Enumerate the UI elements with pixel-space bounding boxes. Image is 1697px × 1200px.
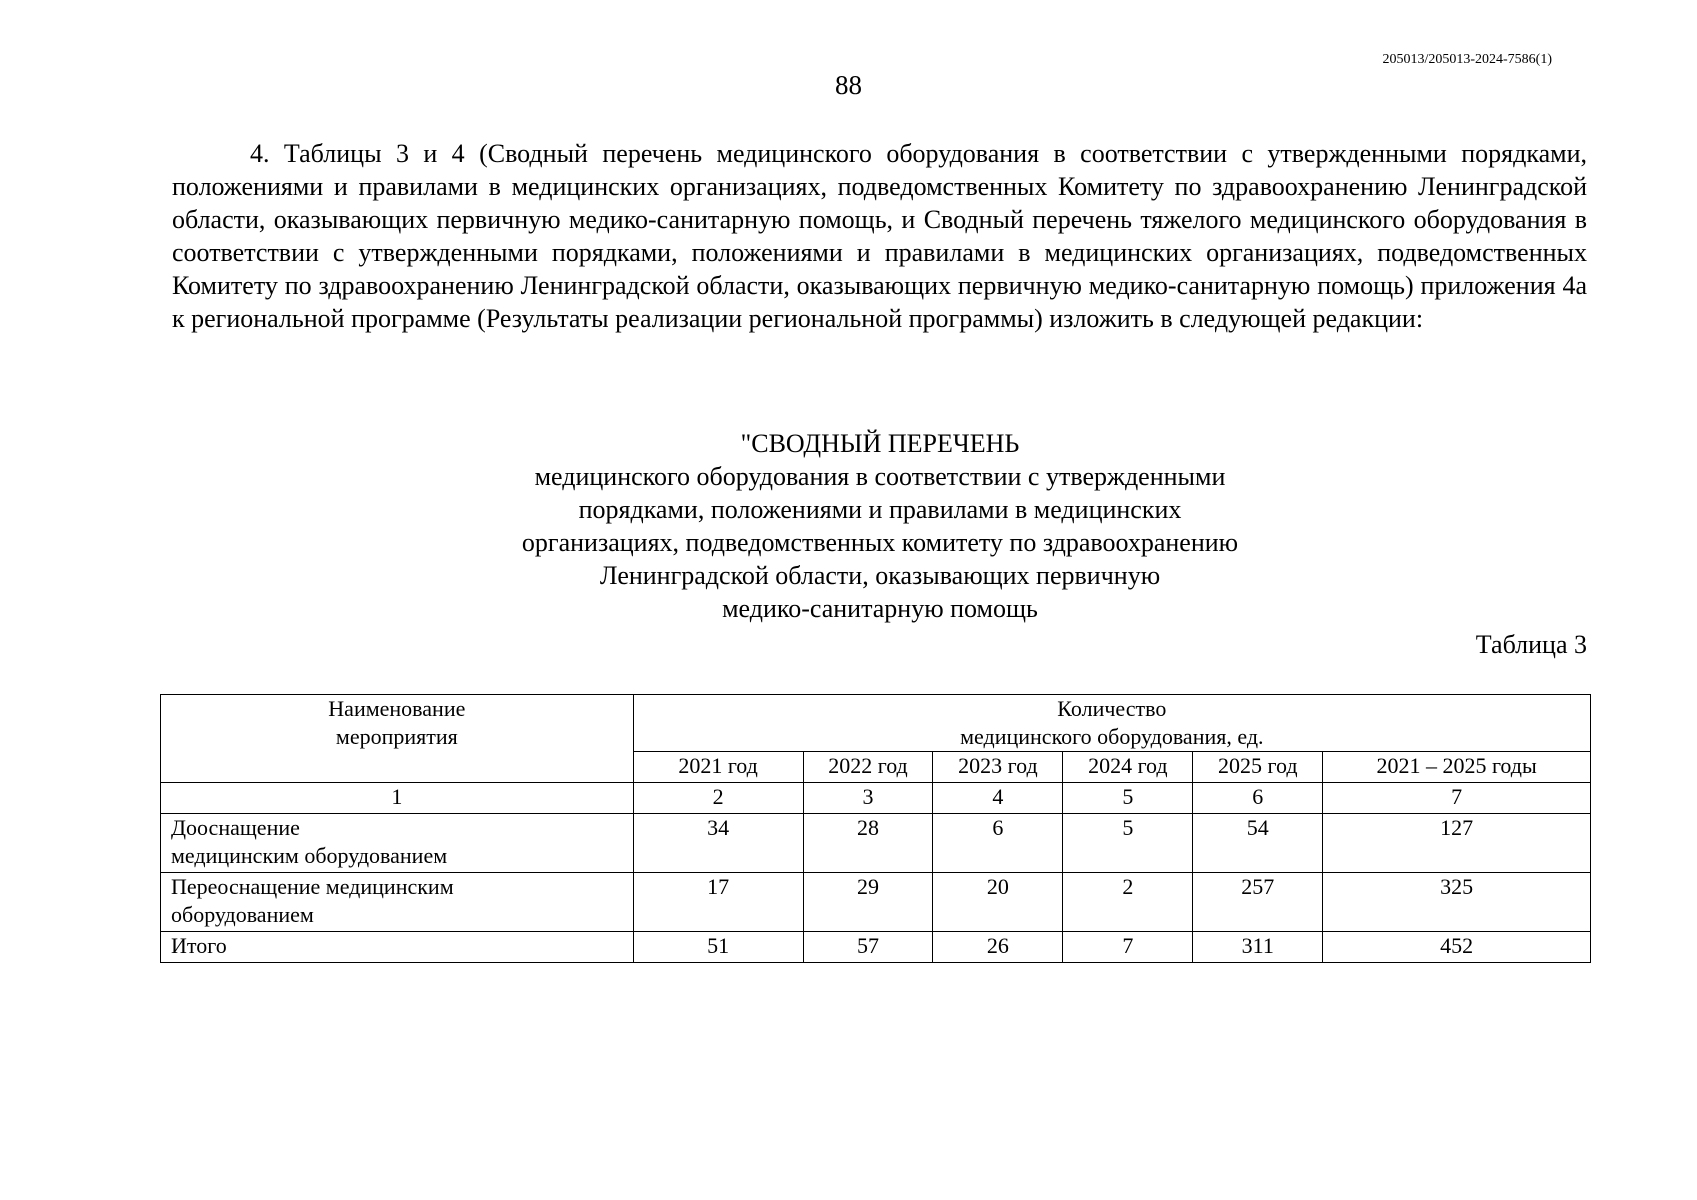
cell-value: 54 <box>1193 814 1323 873</box>
table-heading-line: порядками, положениями и правилами в медицинских <box>578 495 1182 524</box>
cell-value: 51 <box>633 932 803 963</box>
column-number: 1 <box>161 783 634 814</box>
column-header-year: 2022 год <box>803 752 933 783</box>
column-header-total: 2021 – 2025 годы <box>1323 752 1591 783</box>
cell-value: 57 <box>803 932 933 963</box>
column-number-row <box>161 783 1591 814</box>
cell-value: 257 <box>1193 873 1323 932</box>
cell-value: 6 <box>933 814 1063 873</box>
cell-value: 17 <box>633 873 803 932</box>
column-number: 3 <box>803 783 933 814</box>
cell-value: 5 <box>1063 814 1193 873</box>
column-number: 6 <box>1193 783 1323 814</box>
table-row <box>161 814 1591 873</box>
column-header-year: 2024 год <box>1063 752 1193 783</box>
column-number: 7 <box>1323 783 1591 814</box>
table-heading-line: "СВОДНЫЙ ПЕРЕЧЕНЬ <box>740 429 1020 458</box>
row-name: Переоснащение медицинским оборудованием <box>161 873 634 932</box>
table-heading <box>430 427 1330 625</box>
cell-value: 127 <box>1323 814 1591 873</box>
table-row <box>161 873 1591 932</box>
table-caption: Таблица 3 <box>1475 630 1587 659</box>
table-heading-line: организациях, подведомственных комитету по здравоохранению <box>521 528 1239 557</box>
intro-paragraph: 4. Таблицы 3 и 4 (Сводный перечень медицинского оборудования в соответствии с утвержденными порядками, положениями и правилами в медицинских организациях, подведомственных Комитету по здравоохранению Ленинградской области, оказывающих первичную медико-санитарную помощь, и Сводный перечень тяжелого медицинского оборудования в соответствии с утвержденными порядками, положениями и правилами в медицинских организациях, подведомственных Комитету по здравоохранению Ленинградской области, оказывающих первичную медико-санитарную помощь) приложения 4а к региональной программе (Результаты реализации региональной программы) изложить в следующей редакции: <box>172 139 1587 333</box>
cell-value: 311 <box>1193 932 1323 963</box>
cell-value: 2 <box>1063 873 1193 932</box>
column-header-year: 2021 год <box>633 752 803 783</box>
column-header-name: Наименование мероприятия <box>161 695 634 783</box>
equipment-table <box>160 694 1591 963</box>
cell-value: 29 <box>803 873 933 932</box>
table-heading-line: медико-санитарную помощь <box>722 594 1038 623</box>
document-id: 205013/205013-2024-7586(1) <box>1382 52 1552 67</box>
cell-value: 325 <box>1323 873 1591 932</box>
cell-value: 34 <box>633 814 803 873</box>
page-number: 88 <box>835 70 862 100</box>
column-header-year: 2025 год <box>1193 752 1323 783</box>
column-number: 4 <box>933 783 1063 814</box>
cell-value: 26 <box>933 932 1063 963</box>
cell-value: 452 <box>1323 932 1591 963</box>
column-number: 2 <box>633 783 803 814</box>
table-row-total <box>161 932 1591 963</box>
row-name: Итого <box>161 932 634 963</box>
table-heading-line: медицинского оборудования в соответствии с утвержденными <box>534 462 1226 491</box>
cell-value: 7 <box>1063 932 1193 963</box>
cell-value: 28 <box>803 814 933 873</box>
row-name: Дооснащение медицинским оборудованием <box>161 814 634 873</box>
column-number: 5 <box>1063 783 1193 814</box>
cell-value: 20 <box>933 873 1063 932</box>
column-header-year: 2023 год <box>933 752 1063 783</box>
column-group-header-quantity: Количество медицинского оборудования, ед. <box>633 695 1590 752</box>
table-heading-line: Ленинградской области, оказывающих первичную <box>599 561 1161 590</box>
